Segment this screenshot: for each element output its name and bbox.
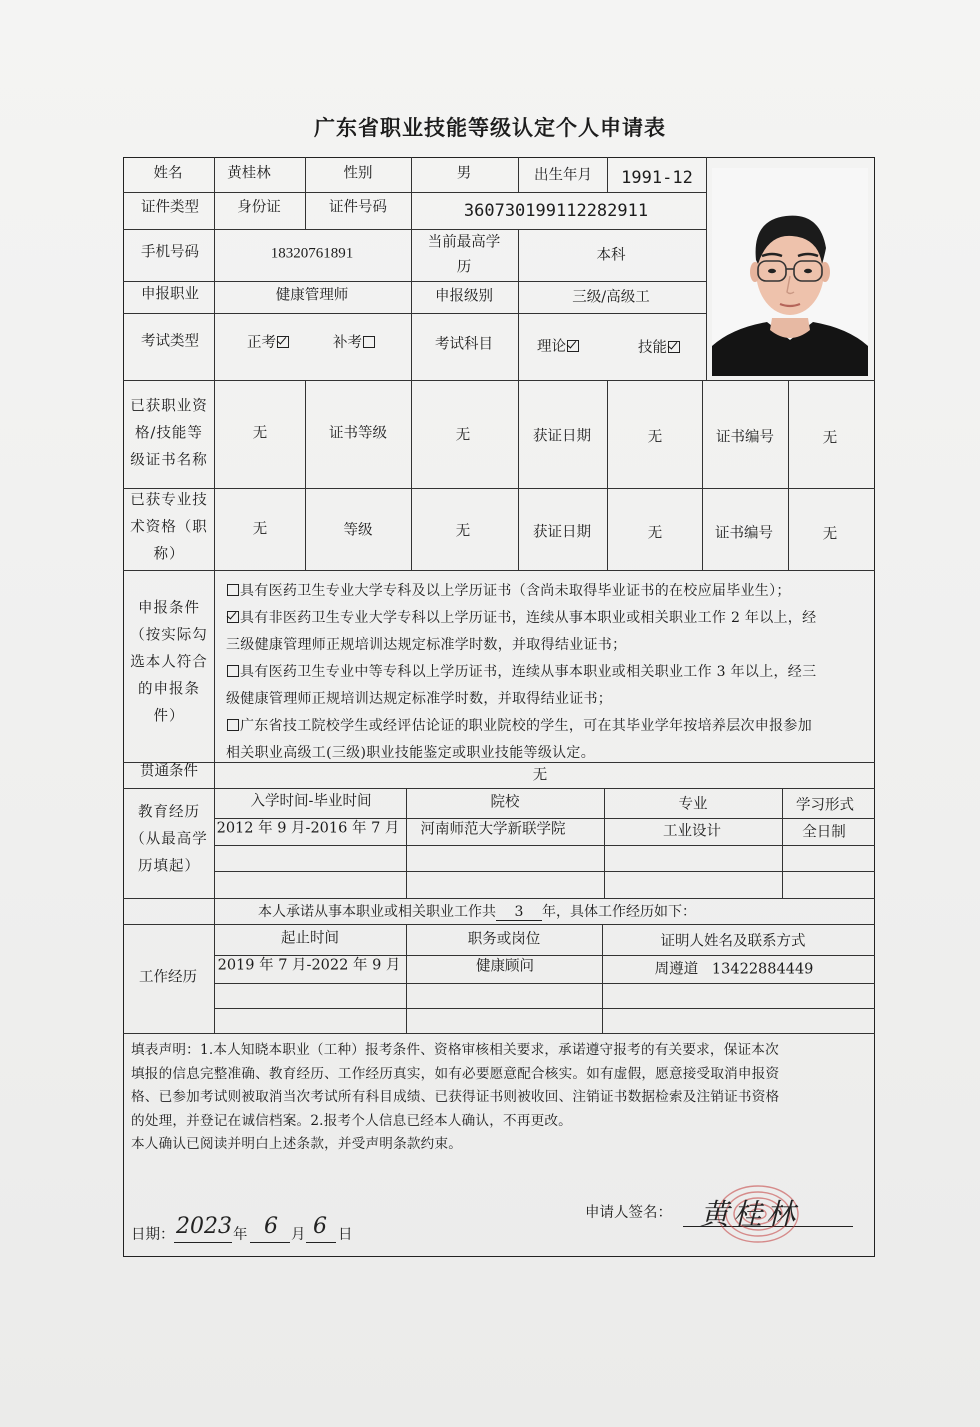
pledge-years: 3 — [496, 904, 542, 921]
date-day: 6 — [313, 1214, 327, 1239]
col-line — [607, 157, 608, 193]
value-name: 黄桂林 — [227, 165, 271, 182]
label-phone: 手机号码 — [141, 244, 199, 261]
condition-line[interactable]: 广东省技工院校学生或经评估论证的职业院校的学生，可在其毕业学年按培养层次申报参加 — [226, 713, 812, 740]
row-line — [123, 380, 875, 381]
condition-checkbox[interactable] — [227, 611, 239, 623]
value-level: 三级/高级工 — [572, 289, 650, 306]
value-cert-no: 无 — [822, 430, 838, 447]
date-year-unit: 年 — [233, 1227, 248, 1243]
col-line — [305, 380, 306, 570]
value-id-type: 身份证 — [237, 199, 281, 216]
value-birth: 1991-12 — [621, 167, 693, 188]
date-label: 日期： — [131, 1227, 175, 1243]
row-line — [123, 313, 706, 314]
col-line — [406, 924, 407, 1033]
edu-header-period: 入学时间-毕业时间 — [250, 793, 372, 810]
col-line — [518, 380, 519, 570]
col-line — [305, 157, 306, 229]
label-exam-subject: 考试科目 — [435, 336, 493, 353]
label-birth: 出生年月 — [534, 167, 592, 184]
label-cert-no: 证书编号 — [716, 429, 774, 446]
label-edu-1: 当前最高学 — [427, 234, 501, 251]
col-line — [518, 229, 519, 380]
col-line — [604, 788, 605, 898]
value-tech-date: 无 — [647, 525, 663, 542]
condition-line: 相关职业高级工(三级)职业技能鉴定或职业技能等级认定。 — [226, 745, 596, 761]
date-month-unit: 月 — [291, 1227, 306, 1243]
value-gender: 男 — [456, 165, 472, 182]
work-header-referee: 证明人姓名及联系方式 — [660, 933, 806, 950]
row-line — [214, 871, 875, 872]
edu-row-mode: 全日制 — [802, 824, 846, 841]
declaration-line: 格、已参加考试则被取消当次考试所有科目成绩、已获得证书则被收回、注销证书数据检索及注销证书资格 — [131, 1089, 780, 1105]
pledge-after: 年，具体工作经历如下： — [542, 904, 696, 920]
row-line — [123, 1033, 875, 1034]
value-id-no: 360730199112282911 — [463, 200, 649, 221]
row-line — [123, 570, 875, 571]
col-line — [706, 157, 707, 380]
col-line — [518, 157, 519, 193]
date-day-unit: 日 — [338, 1227, 353, 1243]
edu-header-major: 专业 — [678, 796, 708, 813]
label-tech-no: 证书编号 — [715, 525, 773, 542]
work-row-position: 健康顾问 — [476, 958, 534, 975]
label-exam-type: 考试类型 — [141, 333, 199, 350]
work-pledge — [258, 903, 696, 921]
value-cert-date: 无 — [647, 429, 663, 446]
row-line — [214, 845, 875, 846]
row-line — [214, 1008, 875, 1009]
value-through: 无 — [532, 767, 548, 784]
value-cert-grade: 无 — [455, 427, 471, 444]
col-line — [607, 380, 608, 570]
row-line — [123, 229, 706, 230]
label-through: 贯通条件 — [140, 763, 198, 780]
applicant-signature: 黄桂林 — [700, 1197, 800, 1231]
condition-line: 三级健康管理师正规培训达规定标准学时数，并取得结业证书； — [226, 637, 627, 653]
form-title: 广东省职业技能等级认定个人申请表 — [314, 115, 666, 140]
condition-line[interactable]: 具有医药卫生专业中等专科以上学历证书，连续从事本职业或相关职业工作 3 年以上，经三 — [226, 659, 816, 686]
label-work: 工作经历 — [139, 969, 197, 986]
work-header-position: 职务或岗位 — [467, 931, 541, 948]
label-tech-grade: 等级 — [343, 522, 373, 539]
label-cert-grade: 证书等级 — [329, 425, 387, 442]
date-year: 2023 — [176, 1214, 232, 1239]
col-line — [411, 157, 412, 229]
label-job: 申报职业 — [141, 286, 199, 303]
label-id-type: 证件类型 — [141, 199, 199, 216]
pledge-before: 本人承诺从事本职业或相关职业工作共 — [258, 904, 496, 920]
col-line — [411, 380, 412, 570]
condition-line[interactable]: 具有医药卫生专业大学专科及以上学历证书（含尚未取得毕业证书的在校应届毕业生）； — [226, 578, 791, 605]
edu-header-school: 院校 — [490, 794, 520, 811]
edu-row-period: 2012 年 9 月-2016 年 7 月 — [216, 820, 400, 837]
declaration-line: 本人确认已阅读并明白上述条款，并受声明条款约束。 — [131, 1136, 463, 1152]
value-tech-name: 无 — [252, 521, 268, 538]
edu-header-mode: 学习形式 — [796, 797, 854, 814]
makeup-checkbox[interactable] — [363, 336, 375, 348]
declaration-line: 的处理，并登记在诚信档案。2.报考个人信息已经本人确认，不再更改。 — [131, 1112, 572, 1129]
label-cert-date: 获证日期 — [533, 428, 591, 445]
label-name: 姓名 — [153, 165, 183, 182]
row-line — [123, 281, 706, 282]
col-line — [702, 380, 703, 570]
value-edu: 本科 — [596, 247, 626, 264]
label-education: 教育经历（从最高学历填起） — [130, 804, 208, 875]
row-line — [214, 983, 875, 984]
condition-line: 级健康管理师正规培训达规定标准学时数，并取得结业证书； — [226, 691, 613, 707]
work-row-period: 2019 年 7 月-2022 年 9 月 — [217, 957, 401, 974]
label-gender: 性别 — [343, 165, 373, 182]
label-tech-date: 获证日期 — [533, 524, 591, 541]
month-underline — [250, 1242, 290, 1243]
year-underline — [174, 1242, 232, 1243]
label-cert: 已获职业资格/技能等级证书名称 — [130, 398, 208, 469]
label-edu-2: 历 — [456, 259, 472, 276]
value-job: 健康管理师 — [275, 287, 349, 304]
col-line — [406, 788, 407, 898]
row-line — [123, 788, 875, 789]
option-skill[interactable]: 技能 — [638, 339, 681, 358]
option-makeup-exam[interactable]: 补考 — [333, 334, 376, 353]
work-header-period: 起止时间 — [281, 930, 339, 947]
col-line — [411, 229, 412, 380]
date-month: 6 — [264, 1214, 278, 1239]
label-conditions: 申报条件（按实际勾选本人符合的申报条件） — [130, 600, 208, 725]
condition-checkbox[interactable] — [227, 584, 239, 596]
regular-checkbox[interactable] — [277, 336, 289, 348]
row-line — [123, 192, 706, 193]
skill-checkbox[interactable] — [668, 341, 680, 353]
day-underline — [306, 1242, 336, 1243]
col-line — [788, 380, 789, 570]
value-cert-name: 无 — [252, 425, 268, 442]
work-row-referee: 周遵道 13422884449 — [654, 961, 814, 978]
col-line — [782, 788, 783, 898]
declaration-line: 填表声明：1.本人知晓本职业（工种）报考条件、资格审核相关要求，承诺遵守报考的有关要求，保证本次 — [131, 1042, 779, 1058]
declaration-line: 填报的信息完整准确、教育经历、工作经历真实，如有必要愿意配合核实。如有虚假，愿意接受取消申报资 — [131, 1065, 780, 1082]
condition-line[interactable]: 具有非医药卫生专业大学专科以上学历证书，连续从事本职业或相关职业工作 2 年以上，经 — [226, 605, 816, 632]
label-tech: 已获专业技术资格（职称） — [130, 492, 208, 563]
edu-row-major: 工业设计 — [663, 823, 721, 840]
option-regular-exam[interactable]: 正考 — [247, 334, 290, 353]
sign-label: 申请人签名： — [585, 1205, 672, 1221]
condition-checkbox[interactable] — [227, 719, 239, 731]
row-line — [123, 488, 875, 489]
row-line — [123, 898, 875, 899]
col-line — [602, 924, 603, 1033]
condition-checkbox[interactable] — [227, 665, 239, 677]
col-line — [214, 157, 215, 1033]
label-id-no: 证件号码 — [329, 199, 387, 216]
edu-row-school: 河南师范大学新联学院 — [420, 821, 566, 838]
value-tech-grade: 无 — [455, 523, 471, 540]
option-theory[interactable]: 理论 — [537, 338, 580, 357]
label-level: 申报级别 — [435, 288, 493, 305]
value-phone: 18320761891 — [270, 245, 354, 262]
applicant-photo — [712, 168, 868, 376]
row-line — [123, 924, 875, 925]
value-tech-no: 无 — [822, 526, 838, 543]
theory-checkbox[interactable] — [567, 340, 579, 352]
